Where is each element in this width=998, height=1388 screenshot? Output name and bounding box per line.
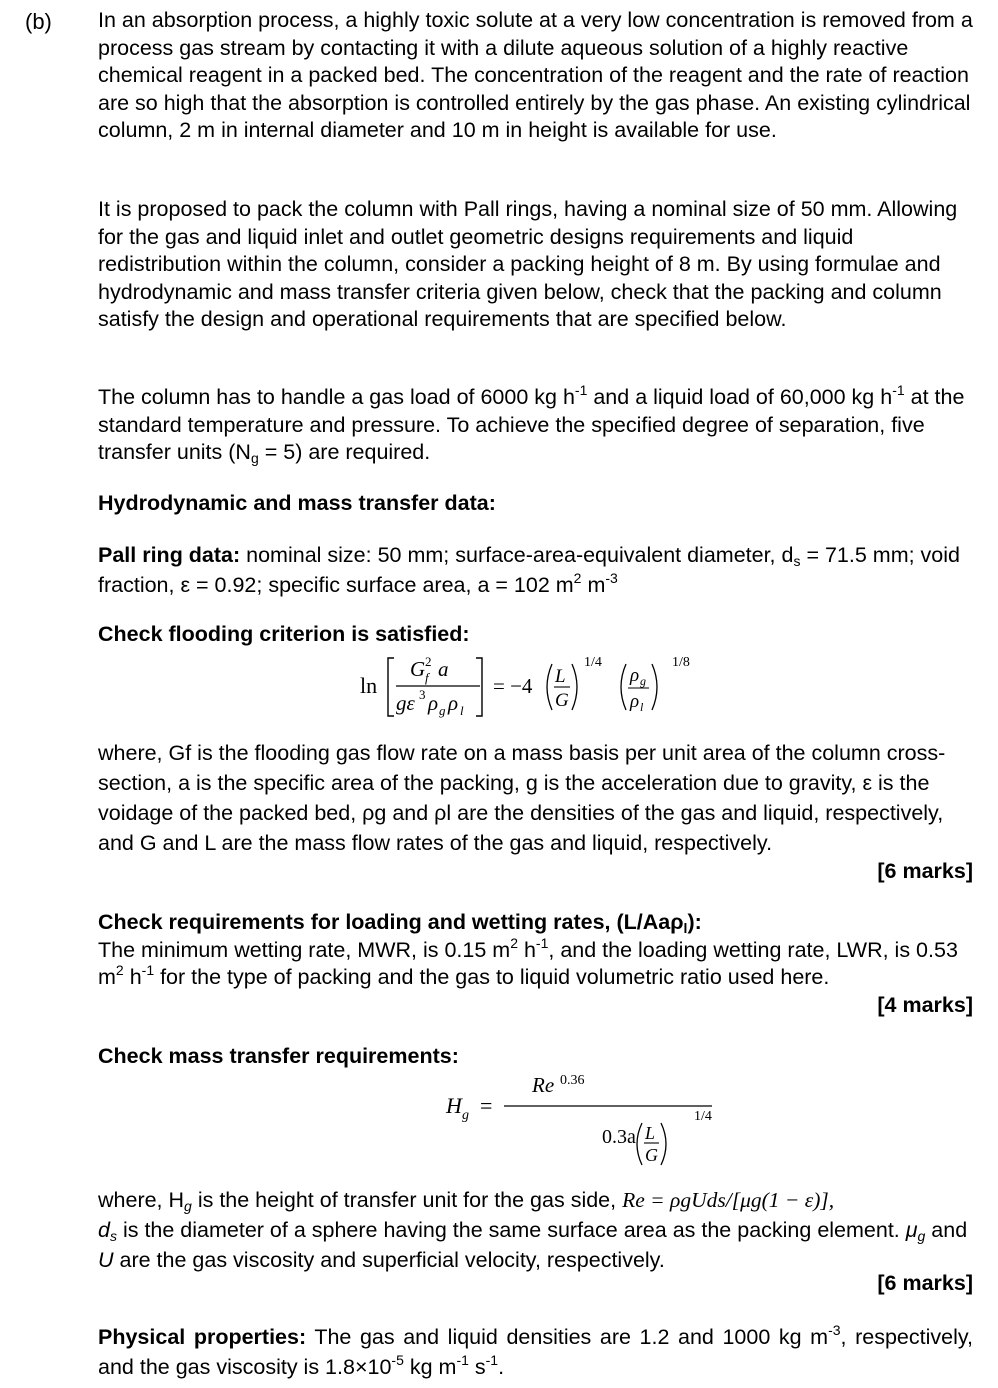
paragraph-loading: Check requirements for loading and wetting rates, (L/Aaρ$_l$): The minimum wetting rate, MWR, is 0.15 $m^2$ $h^{-1}$, and the loading wetting rate, LWR, is 0.53 $m^2$ $h^{-1}$ for the type of packing and the gas to liquid volumetric ratio used here.	[98, 910, 958, 990]
svg-text:g: g	[439, 703, 446, 718]
paragraph-pall-ring: Pall ring data: nominal size: 50 mm; surface-area-equivalent diameter, $d_s = 71.5$ mm; void fraction, ε = 0.92; specific surface area, a = 102 $m^2$ $m^{-3}$	[98, 543, 960, 597]
eq-den: gε	[396, 691, 415, 715]
svg-text:f: f	[425, 670, 429, 685]
eq-ln: ln	[360, 673, 378, 698]
svg-text:a: a	[438, 657, 449, 681]
heading-flooding: Check flooding criterion is satisfied:	[98, 622, 470, 646]
mass-transfer-equation	[442, 1068, 742, 1168]
svg-text:ρ: ρ	[428, 691, 439, 715]
paragraph-mass-where: where, $H_g$ is the height of transfer unit for the gas side, Re = ρgUds/[μg(1 − ε)], $d_s$ is the diameter of a sphere having the same surface area as the packing element. $\mu_g$ and U are the gas viscosity and superficial velocity, respectively.	[98, 1188, 968, 1272]
svg-text:Re: Re	[532, 1073, 555, 1097]
svg-text:1/8: 1/8	[672, 655, 690, 670]
svg-text:G: G	[645, 1145, 658, 1165]
paragraph-flooding-where: where, Gf is the flooding gas flow rate on a mass basis per unit area of the column cross-section, a is the specific area of the packing, g is the acceleration due to gravity, ε is the voidage of the packed bed, ρg and ρl are the densities of the gas and liquid, respectively, and G and L are the mass flow rates of the gas and liquid, respectively.	[98, 741, 946, 855]
svg-text:=: =	[480, 1093, 493, 1118]
svg-text:ρ: ρ	[630, 665, 640, 686]
flooding-equation	[356, 646, 726, 726]
eq-num-G: G	[410, 657, 426, 681]
svg-text:g: g	[640, 674, 646, 688]
svg-text:1/4: 1/4	[694, 1109, 712, 1124]
svg-text:2: 2	[425, 654, 432, 669]
svg-text:H: H	[446, 1093, 462, 1118]
svg-text:ρ: ρ	[630, 691, 640, 712]
svg-text:0.3a: 0.3a	[602, 1126, 636, 1148]
svg-text:L: L	[645, 1123, 656, 1143]
svg-text:1/4: 1/4	[584, 655, 602, 670]
paragraph-packing: It is proposed to pack the column with Pall rings, having a nominal size of 50 mm. Allowing for the gas and liquid inlet and outlet geometric designs requirements and liquid redistribution within the column, consider a packing height of 8 m. By using formulae and hydrodynamic and mass transfer criteria given below, check that the packing and column satisfy the design and operational requirements that are specified below.	[98, 197, 958, 332]
eq-equals: = −4	[493, 674, 533, 698]
marks-mass: [6 marks]	[877, 1271, 973, 1295]
svg-text:G: G	[555, 690, 569, 711]
svg-text:l: l	[460, 703, 464, 718]
paragraph-physical: Physical properties: The gas and liquid densities are 1.2 and 1000 kg $m^{-3}$, respectively, and the gas viscosity is $1.8\times 10^{-5}$ kg $m^{-1}$ $s^{-1}$.	[98, 1322, 973, 1379]
svg-text:0.36: 0.36	[560, 1073, 585, 1088]
marks-flooding: [6 marks]	[877, 859, 973, 883]
svg-text:L: L	[555, 666, 566, 687]
heading-mass-transfer: Check mass transfer requirements:	[98, 1044, 459, 1068]
svg-text:g: g	[462, 1108, 469, 1123]
svg-text:ρ: ρ	[448, 691, 459, 715]
marks-loading: [4 marks]	[877, 993, 973, 1017]
part-label: (b)	[25, 9, 52, 34]
svg-text:3: 3	[419, 687, 426, 702]
svg-text:l: l	[640, 700, 644, 714]
heading-hydrodynamic: Hydrodynamic and mass transfer data:	[98, 491, 496, 515]
paragraph-loads: The column has to handle a gas load of 6000 kg $h^{-1}$ and a liquid load of 60,000 kg $h^{-1}$ at the standard temperature and pressure. To achieve the specified degree of separation, five transfer units $(N_g = 5)$ are required.	[98, 382, 965, 467]
paragraph-intro: In an absorption process, a highly toxic solute at a very low concentration is removed from a process gas stream by contacting it with a dilute aqueous solution of a highly reactive chemical reagent in a packed bed. The concentration of the reagent and the rate of reaction are so high that the absorption is controlled entirely by the gas phase. An existing cylindrical column, 2 m in internal diameter and 10 m in height is available for use.	[98, 8, 973, 143]
